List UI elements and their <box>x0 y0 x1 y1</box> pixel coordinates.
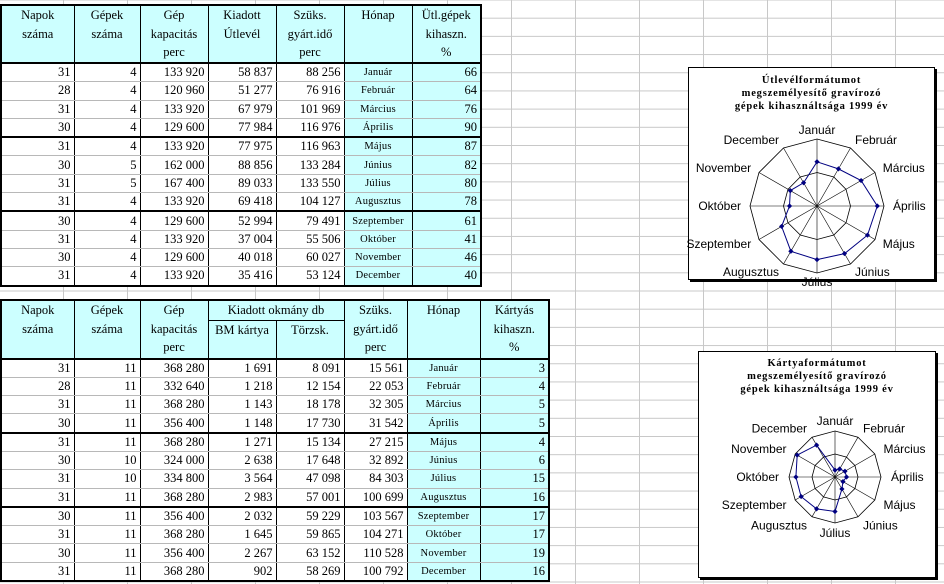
data-cell[interactable]: 30 <box>1 248 74 266</box>
month-cell[interactable]: Február <box>407 377 480 395</box>
axis-category-label: Június <box>855 264 890 279</box>
data-cell[interactable]: 334 800 <box>140 470 208 488</box>
data-cell[interactable]: 4 <box>74 118 140 137</box>
kartya-radar-chart[interactable] <box>698 351 936 578</box>
radar-axis <box>835 454 875 477</box>
data-cell[interactable]: 31 <box>1 488 74 507</box>
percent-cell[interactable]: 16 <box>480 488 549 507</box>
month-cell[interactable]: Szeptember <box>344 211 412 230</box>
axis-category-label: Január <box>798 123 836 137</box>
month-cell[interactable]: Január <box>344 63 412 82</box>
table-row <box>1 544 549 562</box>
data-cell[interactable]: 4 <box>74 63 140 82</box>
utlevel-radar-chart[interactable] <box>686 67 935 289</box>
percent-cell[interactable]: 4 <box>480 433 549 452</box>
data-cell[interactable]: 11 <box>74 507 140 526</box>
data-cell[interactable]: 40 018 <box>208 248 276 266</box>
month-cell[interactable]: December <box>407 562 480 581</box>
data-cell[interactable]: 133 920 <box>140 230 208 248</box>
data-cell[interactable]: 368 280 <box>140 433 208 452</box>
data-cell[interactable]: 28 <box>1 82 74 100</box>
axis-category-label: Április <box>891 470 924 484</box>
data-cell[interactable]: 120 960 <box>140 82 208 100</box>
axis-category-label: Október <box>736 470 779 484</box>
table-row <box>1 396 549 414</box>
data-cell[interactable]: 332 640 <box>140 377 208 395</box>
data-cell[interactable]: 58 269 <box>276 562 344 581</box>
data-cell[interactable]: 162 000 <box>140 156 208 174</box>
data-cell[interactable]: 31 <box>1 526 74 544</box>
axis-category-label: December <box>751 421 807 436</box>
table-row <box>1 193 481 212</box>
percent-cell[interactable]: 61 <box>412 211 481 230</box>
month-cell[interactable]: December <box>344 267 412 286</box>
data-cell[interactable]: 1 691 <box>208 359 276 378</box>
data-cell[interactable]: 32 305 <box>344 396 407 414</box>
axis-category-label: Április <box>893 199 926 213</box>
table-row <box>1 451 549 469</box>
percent-cell[interactable]: 40 <box>412 267 481 286</box>
data-cell[interactable]: 324 000 <box>140 451 208 469</box>
axis-category-label: Augusztus <box>750 518 807 533</box>
data-cell[interactable]: 30 <box>1 451 74 469</box>
table-row <box>1 230 481 248</box>
data-cell[interactable]: 368 280 <box>140 562 208 581</box>
percent-cell[interactable]: 46 <box>412 248 481 266</box>
data-cell[interactable]: 133 284 <box>276 156 344 174</box>
data-cell[interactable]: 104 271 <box>344 526 407 544</box>
month-cell[interactable]: Március <box>344 100 412 118</box>
data-cell[interactable]: 133 920 <box>140 100 208 118</box>
header-cell[interactable]: Gép kapacitás perc <box>140 5 208 63</box>
data-cell[interactable]: 356 400 <box>140 414 208 433</box>
data-cell[interactable]: 368 280 <box>140 359 208 378</box>
radar-axis <box>795 454 835 477</box>
data-cell[interactable]: 103 567 <box>344 507 407 526</box>
table-row <box>1 118 481 137</box>
data-cell[interactable]: 368 280 <box>140 526 208 544</box>
data-cell[interactable]: 4 <box>74 211 140 230</box>
data-cell[interactable]: 59 865 <box>276 526 344 544</box>
data-cell[interactable]: 104 127 <box>276 193 344 212</box>
percent-cell[interactable]: 19 <box>480 544 549 562</box>
header-cell[interactable]: Kiadott Útlevél <box>208 5 276 63</box>
data-cell[interactable]: 4 <box>74 230 140 248</box>
month-cell[interactable]: Augusztus <box>344 193 412 212</box>
data-cell[interactable]: 116 976 <box>276 118 344 137</box>
data-cell[interactable]: 27 215 <box>344 433 407 452</box>
data-cell[interactable]: 30 <box>1 156 74 174</box>
data-cell[interactable]: 31 <box>1 174 74 192</box>
table-row <box>1 156 481 174</box>
data-cell[interactable]: 100 699 <box>344 488 407 507</box>
header-cell[interactable]: BM kártya <box>208 320 276 359</box>
percent-cell[interactable]: 17 <box>480 507 549 526</box>
month-cell[interactable]: November <box>344 248 412 266</box>
data-cell[interactable]: 31 <box>1 562 74 581</box>
axis-category-label: November <box>695 161 752 175</box>
percent-cell[interactable]: 15 <box>480 470 549 488</box>
axis-category-label: Szeptember <box>686 237 752 251</box>
data-cell[interactable]: 35 416 <box>208 267 276 286</box>
data-cell[interactable]: 11 <box>74 544 140 562</box>
header-group-cell[interactable]: Kiadott okmány db <box>208 300 344 320</box>
radar-point <box>814 159 819 164</box>
month-cell[interactable]: Augusztus <box>407 488 480 507</box>
radar-plot <box>699 352 935 577</box>
kartya-table <box>0 299 550 582</box>
data-cell[interactable]: 31 <box>1 137 74 156</box>
radar-axis <box>817 206 851 264</box>
data-cell[interactable]: 368 280 <box>140 396 208 414</box>
radar-point <box>801 180 806 185</box>
data-cell[interactable]: 1 218 <box>208 377 276 395</box>
data-cell[interactable]: 11 <box>74 433 140 452</box>
month-cell[interactable]: Május <box>407 433 480 452</box>
data-cell[interactable]: 22 053 <box>344 377 407 395</box>
month-cell[interactable]: Március <box>407 396 480 414</box>
data-cell[interactable]: 76 916 <box>276 82 344 100</box>
data-cell[interactable]: 12 154 <box>276 377 344 395</box>
data-cell[interactable]: 31 542 <box>344 414 407 433</box>
data-cell[interactable]: 88 856 <box>208 156 276 174</box>
data-cell[interactable]: 31 <box>1 470 74 488</box>
data-cell[interactable]: 89 033 <box>208 174 276 192</box>
header-cell[interactable]: Törzsk. <box>276 320 344 359</box>
data-cell[interactable]: 2 638 <box>208 451 276 469</box>
data-cell[interactable]: 2 032 <box>208 507 276 526</box>
data-cell[interactable]: 15 134 <box>276 433 344 452</box>
radar-point <box>837 466 842 471</box>
month-cell[interactable]: Május <box>344 137 412 156</box>
radar-point <box>793 474 798 479</box>
table-row <box>1 488 549 507</box>
percent-cell[interactable]: 64 <box>412 82 481 100</box>
radar-point <box>839 486 844 491</box>
radar-point <box>875 203 880 208</box>
table-row <box>1 526 549 544</box>
data-cell[interactable]: 5 <box>74 174 140 192</box>
axis-category-label: Január <box>816 414 854 428</box>
data-cell[interactable]: 8 091 <box>276 359 344 378</box>
table-row <box>1 433 549 452</box>
radar-axis <box>784 148 818 206</box>
data-cell[interactable]: 31 <box>1 100 74 118</box>
data-cell[interactable]: 133 920 <box>140 137 208 156</box>
data-cell[interactable]: 1 271 <box>208 433 276 452</box>
header-cell[interactable]: Kártyás kihaszn. % <box>480 300 549 359</box>
header-cell[interactable]: Hónap <box>344 5 412 63</box>
data-cell[interactable]: 11 <box>74 414 140 433</box>
data-cell[interactable]: 30 <box>1 118 74 137</box>
data-cell[interactable]: 67 979 <box>208 100 276 118</box>
radar-point <box>787 203 792 208</box>
data-cell[interactable]: 18 178 <box>276 396 344 414</box>
data-cell[interactable]: 31 <box>1 230 74 248</box>
data-cell[interactable]: 110 528 <box>344 544 407 562</box>
data-cell[interactable]: 77 975 <box>208 137 276 156</box>
data-cell[interactable]: 55 506 <box>276 230 344 248</box>
percent-cell[interactable]: 4 <box>480 377 549 395</box>
table-row <box>1 100 481 118</box>
data-cell[interactable]: 31 <box>1 359 74 378</box>
data-cell[interactable]: 4 <box>74 137 140 156</box>
data-cell[interactable]: 77 984 <box>208 118 276 137</box>
data-cell[interactable]: 133 920 <box>140 193 208 212</box>
axis-category-label: Február <box>855 133 898 148</box>
table-row <box>1 174 481 192</box>
data-cell[interactable]: 17 730 <box>276 414 344 433</box>
radar-point <box>832 509 837 514</box>
data-cell[interactable]: 84 303 <box>344 470 407 488</box>
data-cell[interactable]: 1 143 <box>208 396 276 414</box>
data-cell[interactable]: 133 920 <box>140 267 208 286</box>
table-row <box>1 507 549 526</box>
month-cell[interactable]: Szeptember <box>407 507 480 526</box>
data-cell[interactable]: 5 <box>74 156 140 174</box>
radar-point <box>779 224 784 229</box>
month-cell[interactable]: Június <box>344 156 412 174</box>
data-cell[interactable]: 31 <box>1 193 74 212</box>
radar-point <box>788 249 793 254</box>
percent-cell[interactable]: 66 <box>412 63 481 82</box>
header-cell[interactable]: Hónap <box>407 300 480 359</box>
month-cell[interactable]: Július <box>407 470 480 488</box>
header-cell[interactable]: Gépek száma <box>74 5 140 63</box>
data-cell[interactable]: 60 027 <box>276 248 344 266</box>
header-cell[interactable]: Gép kapacitás perc <box>140 300 208 359</box>
table-row <box>1 470 549 488</box>
header-cell[interactable]: Szüks. gyárt.idő perc <box>276 5 344 63</box>
header-row <box>1 300 549 320</box>
data-cell[interactable]: 356 400 <box>140 507 208 526</box>
header-cell[interactable]: Gépek száma <box>74 300 140 359</box>
data-cell[interactable]: 133 920 <box>140 63 208 82</box>
data-cell[interactable]: 31 <box>1 63 74 82</box>
data-cell[interactable]: 1 645 <box>208 526 276 544</box>
percent-cell[interactable]: 78 <box>412 193 481 212</box>
table-row <box>1 137 481 156</box>
table-row <box>1 359 549 378</box>
axis-category-label: Június <box>863 518 898 533</box>
data-cell[interactable]: 37 004 <box>208 230 276 248</box>
data-cell[interactable]: 101 969 <box>276 100 344 118</box>
data-cell[interactable]: 11 <box>74 377 140 395</box>
month-cell[interactable]: Október <box>407 526 480 544</box>
data-cell[interactable]: 59 229 <box>276 507 344 526</box>
data-cell[interactable]: 100 792 <box>344 562 407 581</box>
percent-cell[interactable]: 90 <box>412 118 481 137</box>
percent-cell[interactable]: 6 <box>480 451 549 469</box>
data-cell[interactable]: 133 550 <box>276 174 344 192</box>
table-row <box>1 82 481 100</box>
data-cell[interactable]: 356 400 <box>140 544 208 562</box>
header-cell[interactable]: Napok száma <box>1 5 74 63</box>
month-cell[interactable]: November <box>407 544 480 562</box>
radar-point <box>858 178 863 183</box>
data-cell[interactable]: 4 <box>74 248 140 266</box>
month-cell[interactable]: Január <box>407 359 480 378</box>
percent-cell[interactable]: 17 <box>480 526 549 544</box>
radar-plot <box>686 68 934 289</box>
radar-axis <box>812 437 835 477</box>
data-cell[interactable]: 167 400 <box>140 174 208 192</box>
data-cell[interactable]: 15 561 <box>344 359 407 378</box>
radar-series-line <box>782 162 878 260</box>
table-row <box>1 63 481 82</box>
data-cell[interactable]: 28 <box>1 377 74 395</box>
data-cell[interactable]: 88 256 <box>276 63 344 82</box>
utlevel-table <box>0 4 482 287</box>
radar-point <box>842 469 847 474</box>
data-cell[interactable]: 2 267 <box>208 544 276 562</box>
data-cell[interactable]: 4 <box>74 267 140 286</box>
header-row <box>1 5 481 63</box>
radar-axis <box>835 477 858 517</box>
data-cell[interactable]: 129 600 <box>140 248 208 266</box>
header-cell[interactable]: Ütl.gépek kihaszn. % <box>412 5 481 63</box>
data-cell[interactable]: 4 <box>74 193 140 212</box>
data-cell[interactable]: 51 277 <box>208 82 276 100</box>
axis-category-label: Augusztus <box>722 264 779 279</box>
radar-point <box>836 166 841 171</box>
percent-cell[interactable]: 3 <box>480 359 549 378</box>
axis-category-label: Március <box>883 442 926 456</box>
data-cell[interactable]: 52 994 <box>208 211 276 230</box>
data-cell[interactable]: 129 600 <box>140 118 208 137</box>
radar-point <box>814 257 819 262</box>
data-cell[interactable]: 4 <box>74 82 140 100</box>
data-cell[interactable]: 17 648 <box>276 451 344 469</box>
data-cell[interactable]: 129 600 <box>140 211 208 230</box>
chart-title: Útlevélformátumot megszemélyesítő gravírozó gépek kihasználtsága 1999 év <box>734 75 889 112</box>
month-cell[interactable]: Április <box>407 414 480 433</box>
percent-cell[interactable]: 76 <box>412 100 481 118</box>
data-cell[interactable]: 116 963 <box>276 137 344 156</box>
percent-cell[interactable]: 16 <box>480 562 549 581</box>
data-cell[interactable]: 3 564 <box>208 470 276 488</box>
header-cell[interactable]: Szüks. gyárt.idő perc <box>344 300 407 359</box>
data-cell[interactable]: 11 <box>74 526 140 544</box>
data-cell[interactable]: 902 <box>208 562 276 581</box>
data-cell[interactable]: 368 280 <box>140 488 208 507</box>
data-cell[interactable]: 32 892 <box>344 451 407 469</box>
percent-cell[interactable]: 41 <box>412 230 481 248</box>
data-cell[interactable]: 11 <box>74 359 140 378</box>
percent-cell[interactable]: 82 <box>412 156 481 174</box>
header-cell[interactable]: Napok száma <box>1 300 74 359</box>
data-cell[interactable]: 63 152 <box>276 544 344 562</box>
month-cell[interactable]: Február <box>344 82 412 100</box>
axis-category-label: Május <box>882 237 915 251</box>
axis-category-label: November <box>731 442 787 456</box>
chart-title: Kártyaformátumot megszemélyesítő gravírozó gépek kihasználtsága 1999 év <box>740 358 894 395</box>
axis-category-label: Szeptember <box>721 498 787 512</box>
radar-axis <box>784 206 818 264</box>
data-cell[interactable]: 4 <box>74 100 140 118</box>
table-row <box>1 562 549 581</box>
data-cell[interactable]: 53 124 <box>276 267 344 286</box>
data-cell[interactable]: 11 <box>74 562 140 581</box>
data-cell[interactable]: 30 <box>1 507 74 526</box>
data-cell[interactable]: 31 <box>1 396 74 414</box>
table-row <box>1 248 481 266</box>
percent-cell[interactable]: 5 <box>480 396 549 414</box>
data-cell[interactable]: 31 <box>1 433 74 452</box>
data-cell[interactable]: 1 148 <box>208 414 276 433</box>
data-cell[interactable]: 30 <box>1 211 74 230</box>
percent-cell[interactable]: 5 <box>480 414 549 433</box>
data-cell[interactable]: 79 491 <box>276 211 344 230</box>
data-cell[interactable]: 11 <box>74 488 140 507</box>
radar-axis <box>759 173 817 207</box>
axis-category-label: December <box>723 133 779 148</box>
month-cell[interactable]: Július <box>344 174 412 192</box>
axis-category-label: Október <box>698 199 741 213</box>
data-cell[interactable]: 31 <box>1 267 74 286</box>
data-cell[interactable]: 57 001 <box>276 488 344 507</box>
axis-category-label: Július <box>801 275 833 289</box>
data-cell[interactable]: 30 <box>1 544 74 562</box>
axis-category-label: Február <box>863 421 906 436</box>
axis-category-label: Július <box>819 526 851 540</box>
percent-cell[interactable]: 87 <box>412 137 481 156</box>
month-cell[interactable]: Június <box>407 451 480 469</box>
data-cell[interactable]: 2 983 <box>208 488 276 507</box>
data-cell[interactable]: 30 <box>1 414 74 433</box>
month-cell[interactable]: Április <box>344 118 412 137</box>
axis-category-label: Május <box>883 498 916 512</box>
data-cell[interactable]: 10 <box>74 451 140 469</box>
data-cell[interactable]: 47 098 <box>276 470 344 488</box>
month-cell[interactable]: Október <box>344 230 412 248</box>
data-cell[interactable]: 11 <box>74 396 140 414</box>
table-row <box>1 414 549 433</box>
percent-cell[interactable]: 80 <box>412 174 481 192</box>
data-cell[interactable]: 58 837 <box>208 63 276 82</box>
data-cell[interactable]: 69 418 <box>208 193 276 212</box>
axis-category-label: Március <box>882 161 925 175</box>
table-row <box>1 267 481 286</box>
table-row <box>1 211 481 230</box>
data-cell[interactable]: 10 <box>74 470 140 488</box>
radar-axis <box>817 148 851 206</box>
table-row <box>1 377 549 395</box>
